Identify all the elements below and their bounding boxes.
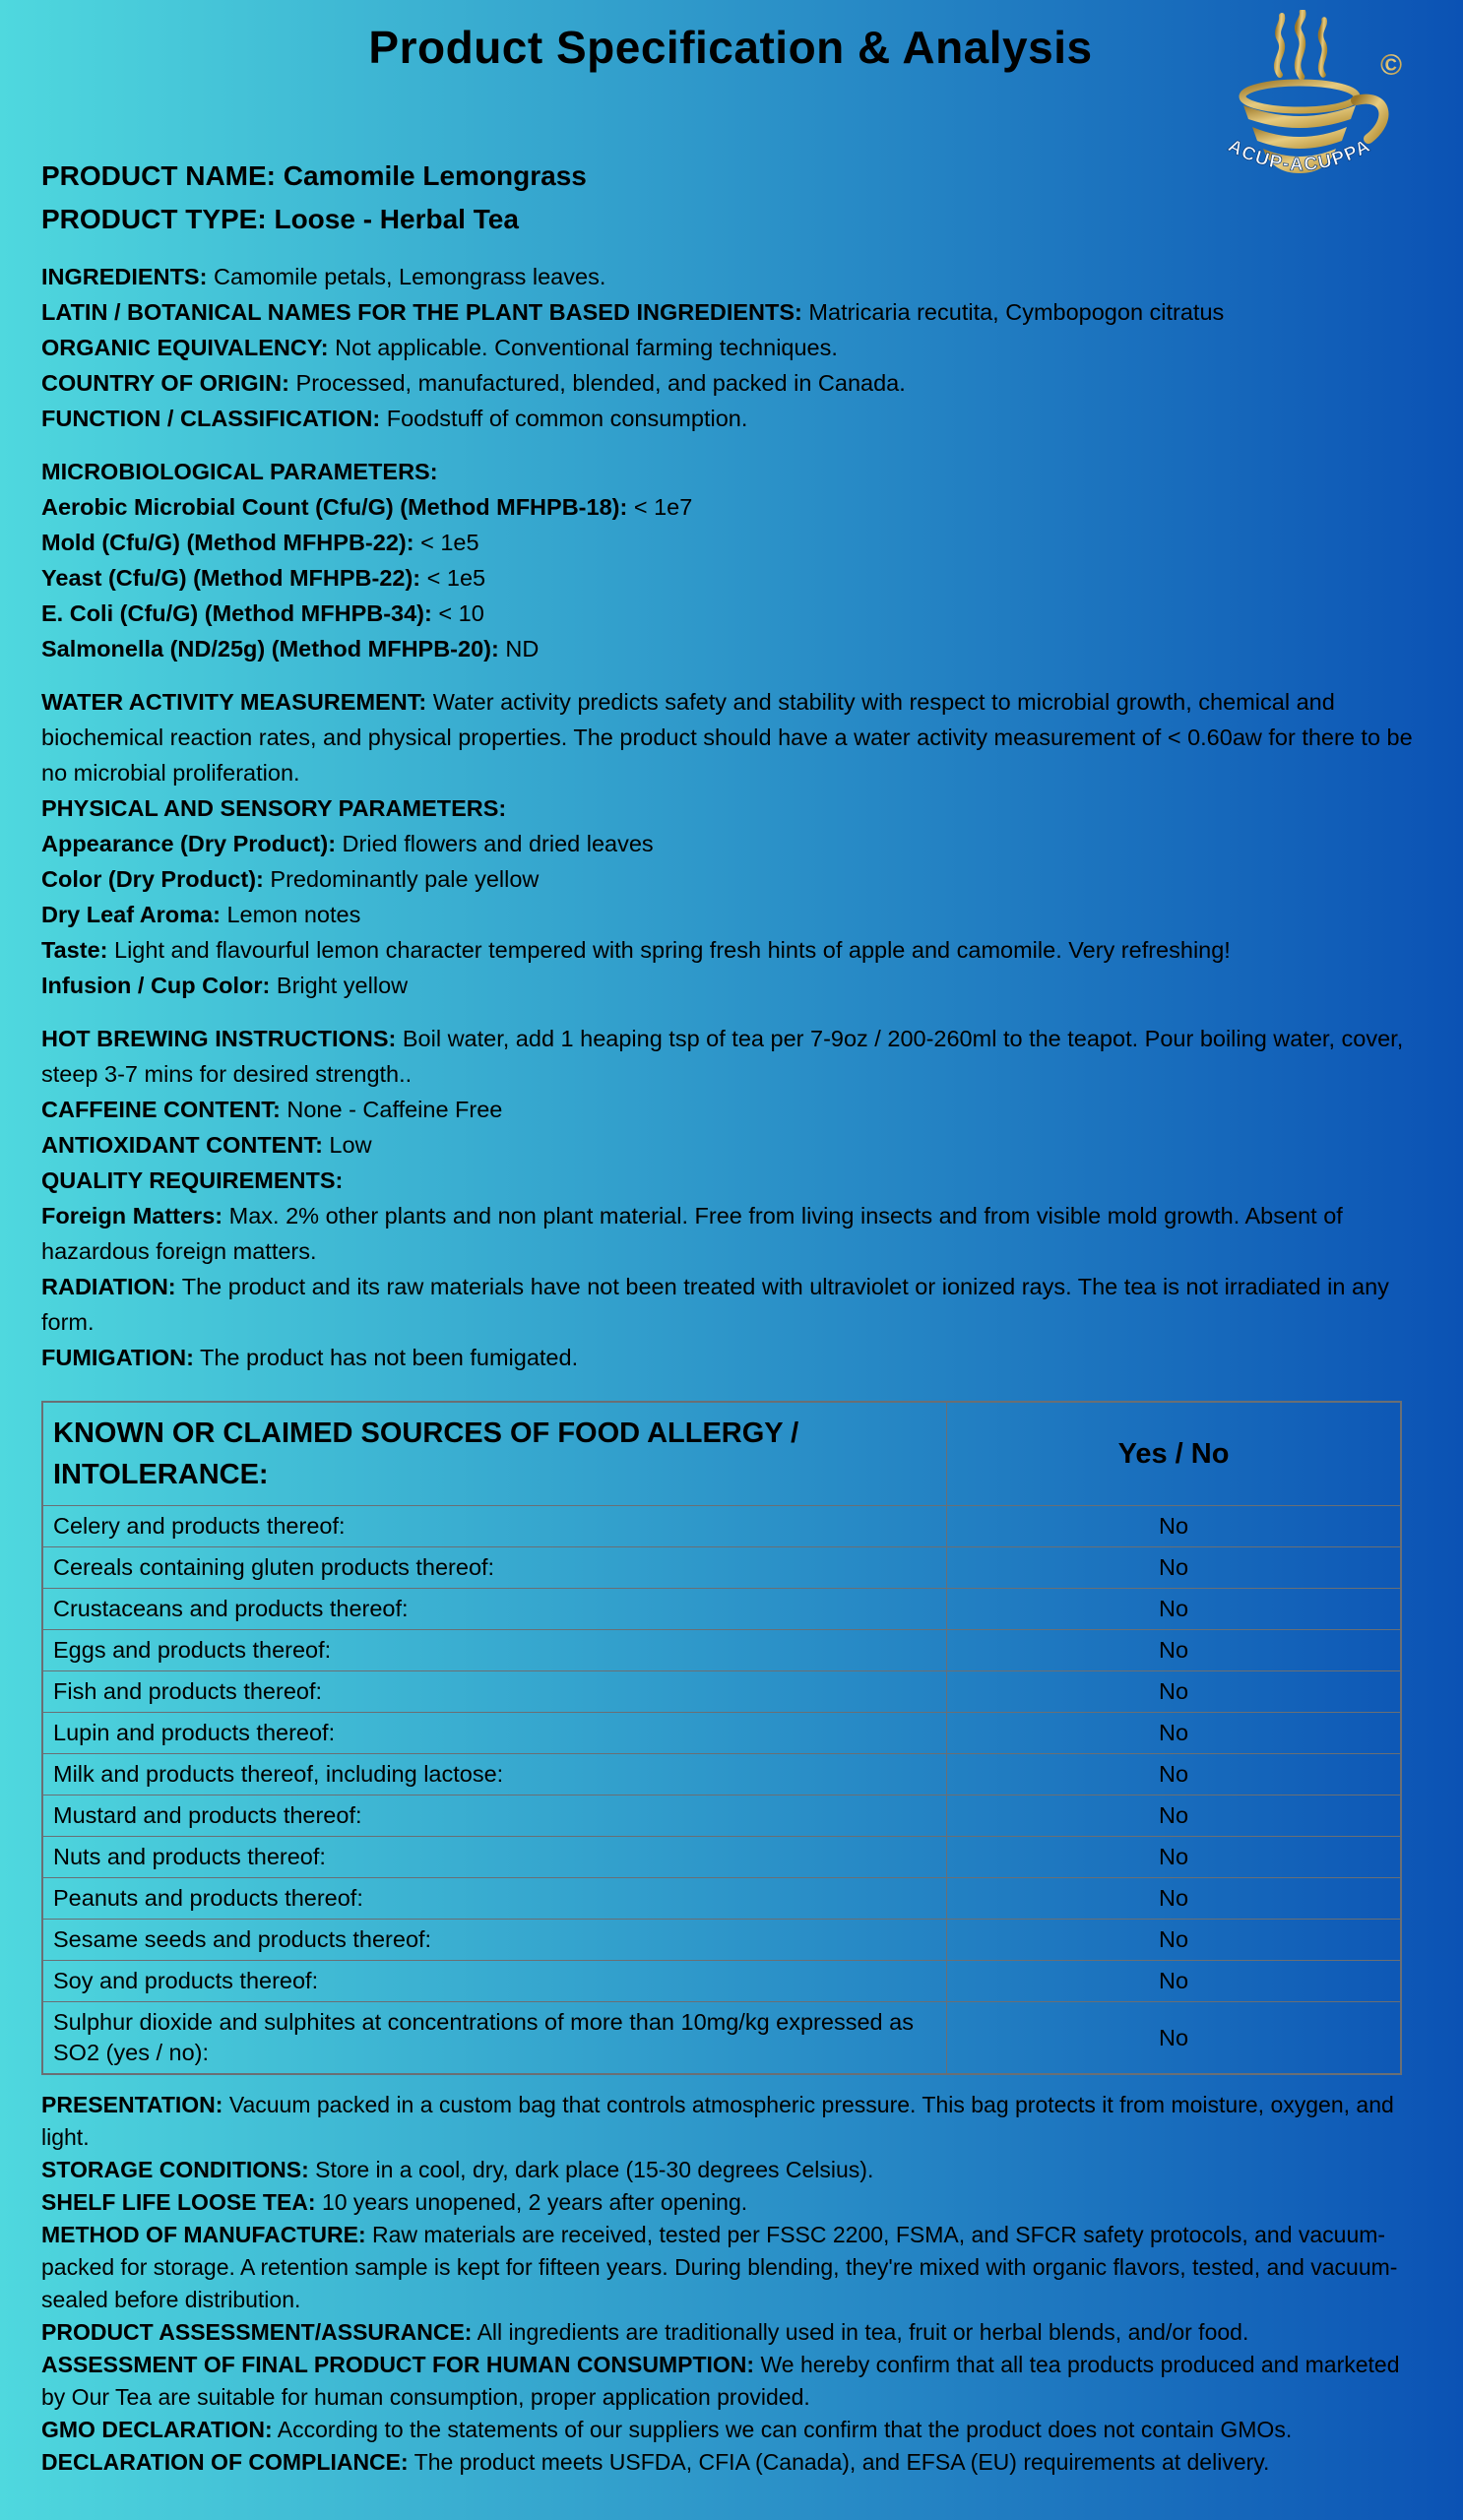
- allergen-label: Cereals containing gluten products thereof:: [42, 1547, 947, 1589]
- field-label: Appearance (Dry Product):: [41, 831, 337, 856]
- table-row: [42, 1547, 1401, 1589]
- spec-line: HOT BREWING INSTRUCTIONS: Boil water, add 1 heaping tsp of tea per 7-9oz / 200-260ml to the teapot. Pour boiling water, cover, steep 3-7 mins for desired strength..: [41, 1026, 1404, 1087]
- field-label: FUMIGATION:: [41, 1345, 194, 1370]
- table-row: [42, 1589, 1401, 1630]
- allergen-label: Soy and products thereof:: [42, 1961, 947, 2002]
- allergen-label: Nuts and products thereof:: [42, 1837, 947, 1878]
- spec-line: Taste: Light and flavourful lemon character tempered with spring fresh hints of apple and camomile. Very refreshing!: [41, 937, 1231, 963]
- field-label: PRESENTATION:: [41, 2092, 223, 2117]
- allergen-value: No: [947, 1754, 1402, 1796]
- table-row: [42, 1713, 1401, 1754]
- allergen-label: Mustard and products thereof:: [42, 1796, 947, 1837]
- spec-line: SHELF LIFE LOOSE TEA: 10 years unopened, 2 years after opening.: [41, 2189, 748, 2215]
- brand-logo-text: ACUP-ACUPPA: [1224, 135, 1375, 176]
- spec-line: ORGANIC EQUIVALENCY: Not applicable. Conventional farming techniques.: [41, 335, 838, 360]
- field-label: HOT BREWING INSTRUCTIONS:: [41, 1026, 397, 1051]
- field-label: ORGANIC EQUIVALENCY:: [41, 335, 329, 360]
- allergen-value: No: [947, 1630, 1402, 1671]
- field-label: Aerobic Microbial Count (Cfu/G) (Method MFHPB-18):: [41, 494, 628, 520]
- spec-line: [41, 1163, 1420, 1198]
- spec-line: Foreign Matters: Max. 2% other plants and non plant material. Free from living insects and from visible mold growth. Absent of hazardous foreign matters.: [41, 1203, 1343, 1264]
- allergen-value: No: [947, 1547, 1402, 1589]
- allergen-value: No: [947, 1589, 1402, 1630]
- table-row: [42, 1506, 1401, 1547]
- page-title: Product Specification & Analysis: [368, 22, 1093, 73]
- section-footer-declarations: [41, 2089, 1420, 2479]
- allergen-label: Lupin and products thereof:: [42, 1713, 947, 1754]
- table-row: [42, 1630, 1401, 1671]
- allergen-label: Sulphur dioxide and sulphites at concentrations of more than 10mg/kg expressed as SO2 (yes / no):: [42, 2002, 947, 2075]
- spec-line: FUNCTION / CLASSIFICATION: Foodstuff of common consumption.: [41, 406, 748, 431]
- spec-line: ANTIOXIDANT CONTENT: Low: [41, 1132, 372, 1158]
- section-brewing-quality: [41, 1021, 1420, 1375]
- spec-line: Dry Leaf Aroma: Lemon notes: [41, 902, 361, 927]
- section-microbiological: [41, 454, 1420, 666]
- section-physical-sensory: [41, 684, 1420, 1003]
- table-row: [42, 1878, 1401, 1920]
- allergen-label: Milk and products thereof, including lactose:: [42, 1754, 947, 1796]
- field-label: MICROBIOLOGICAL PARAMETERS:: [41, 459, 438, 484]
- product-type-line: [41, 198, 1420, 241]
- field-label: GMO DECLARATION:: [41, 2417, 273, 2442]
- field-label: Color (Dry Product):: [41, 866, 264, 892]
- spec-line: LATIN / BOTANICAL NAMES FOR THE PLANT BASED INGREDIENTS: Matricaria recutita, Cymbopogon citratus: [41, 299, 1225, 325]
- allergen-value: No: [947, 2002, 1402, 2075]
- spec-line: PRODUCT ASSESSMENT/ASSURANCE: All ingredients are traditionally used in tea, fruit or herbal blends, and/or food.: [41, 2319, 1249, 2345]
- spec-line: E. Coli (Cfu/G) (Method MFHPB-34): < 10: [41, 600, 484, 626]
- spec-line: STORAGE CONDITIONS: Store in a cool, dry, dark place (15-30 degrees Celsius).: [41, 2157, 874, 2182]
- spec-line: Mold (Cfu/G) (Method MFHPB-22): < 1e5: [41, 530, 479, 555]
- field-label: COUNTRY OF ORIGIN:: [41, 370, 289, 396]
- field-label: Dry Leaf Aroma:: [41, 902, 221, 927]
- field-label: DECLARATION OF COMPLIANCE:: [41, 2449, 409, 2475]
- spec-line: METHOD OF MANUFACTURE: Raw materials are received, tested per FSSC 2200, FSMA, and SFCR safety protocols, and vacuum-packed for storage. A retention sample is kept for fifteen years. During blending, they're mixed with organic flavors, tested, and vacuum-sealed before distribution.: [41, 2222, 1398, 2312]
- field-label: WATER ACTIVITY MEASUREMENT:: [41, 689, 427, 715]
- spec-line: Color (Dry Product): Predominantly pale yellow: [41, 866, 540, 892]
- field-label: PRODUCT ASSESSMENT/ASSURANCE:: [41, 2319, 473, 2345]
- spec-line: FUMIGATION: The product has not been fumigated.: [41, 1345, 579, 1370]
- field-label: ANTIOXIDANT CONTENT:: [41, 1132, 323, 1158]
- allergen-label: Fish and products thereof:: [42, 1671, 947, 1713]
- steam-icon: [1277, 12, 1325, 77]
- spec-line: Yeast (Cfu/G) (Method MFHPB-22): < 1e5: [41, 565, 486, 591]
- field-label: ASSESSMENT OF FINAL PRODUCT FOR HUMAN CONSUMPTION:: [41, 2352, 755, 2377]
- field-label: INGREDIENTS:: [41, 264, 208, 289]
- field-label: LATIN / BOTANICAL NAMES FOR THE PLANT BASED INGREDIENTS:: [41, 299, 802, 325]
- allergen-label: Sesame seeds and products thereof:: [42, 1920, 947, 1961]
- allergy-header-right: Yes / No: [947, 1402, 1402, 1506]
- allergen-label: Crustaceans and products thereof:: [42, 1589, 947, 1630]
- field-label: Salmonella (ND/25g) (Method MFHPB-20):: [41, 636, 499, 662]
- spec-line: [41, 790, 1420, 826]
- section-general: [41, 259, 1420, 436]
- allergen-value: No: [947, 1878, 1402, 1920]
- field-label: PHYSICAL AND SENSORY PARAMETERS:: [41, 795, 507, 821]
- product-type-value: Loose - Herbal Tea: [274, 204, 519, 234]
- allergy-table: [41, 1401, 1402, 2075]
- table-row: [42, 1961, 1401, 2002]
- field-label: E. Coli (Cfu/G) (Method MFHPB-34):: [41, 600, 432, 626]
- field-label: Taste:: [41, 937, 108, 963]
- field-label: FUNCTION / CLASSIFICATION:: [41, 406, 381, 431]
- field-label: Infusion / Cup Color:: [41, 973, 271, 998]
- allergy-header-row: [42, 1402, 1401, 1506]
- field-label: Foreign Matters:: [41, 1203, 223, 1228]
- allergen-label: Celery and products thereof:: [42, 1506, 947, 1547]
- field-label: QUALITY REQUIREMENTS:: [41, 1167, 344, 1193]
- allergen-value: No: [947, 1506, 1402, 1547]
- spec-line: Aerobic Microbial Count (Cfu/G) (Method MFHPB-18): < 1e7: [41, 494, 693, 520]
- allergen-value: No: [947, 1671, 1402, 1713]
- field-label: Yeast (Cfu/G) (Method MFHPB-22):: [41, 565, 421, 591]
- allergen-value: No: [947, 1837, 1402, 1878]
- allergen-value: No: [947, 1796, 1402, 1837]
- allergen-label: Peanuts and products thereof:: [42, 1878, 947, 1920]
- field-label: CAFFEINE CONTENT:: [41, 1097, 281, 1122]
- spec-line: DECLARATION OF COMPLIANCE: The product meets USFDA, CFIA (Canada), and EFSA (EU) requirements at delivery.: [41, 2449, 1270, 2475]
- spec-line: RADIATION: The product and its raw materials have not been treated with ultraviolet or ionized rays. The tea is not irradiated in any form.: [41, 1274, 1389, 1335]
- spec-line: ASSESSMENT OF FINAL PRODUCT FOR HUMAN CONSUMPTION: We hereby confirm that all tea products produced and marketed by Our Tea are suitable for human consumption, proper application provided.: [41, 2352, 1400, 2410]
- product-name-value: Camomile Lemongrass: [283, 160, 587, 191]
- spec-line: CAFFEINE CONTENT: None - Caffeine Free: [41, 1097, 503, 1122]
- spec-line: Salmonella (ND/25g) (Method MFHPB-20): ND: [41, 636, 540, 662]
- field-label: Mold (Cfu/G) (Method MFHPB-22):: [41, 530, 414, 555]
- spec-line: COUNTRY OF ORIGIN: Processed, manufactured, blended, and packed in Canada.: [41, 370, 906, 396]
- brand-logo: [1177, 10, 1426, 199]
- field-label: STORAGE CONDITIONS:: [41, 2157, 309, 2182]
- allergy-header-left: KNOWN OR CLAIMED SOURCES OF FOOD ALLERGY / INTOLERANCE:: [42, 1402, 947, 1506]
- spec-line: [41, 454, 1420, 489]
- spec-line: PRESENTATION: Vacuum packed in a custom bag that controls atmospheric pressure. This bag protects it from moisture, oxygen, and light.: [41, 2092, 1394, 2150]
- spec-line: INGREDIENTS: Camomile petals, Lemongrass leaves.: [41, 264, 606, 289]
- field-label: SHELF LIFE LOOSE TEA:: [41, 2189, 316, 2215]
- table-row: [42, 1671, 1401, 1713]
- table-row: [42, 1837, 1401, 1878]
- spec-line: GMO DECLARATION: According to the statements of our suppliers we can confirm that the product does not contain GMOs.: [41, 2417, 1293, 2442]
- field-label: RADIATION:: [41, 1274, 176, 1299]
- allergen-value: No: [947, 1920, 1402, 1961]
- allergen-label: Eggs and products thereof:: [42, 1630, 947, 1671]
- allergen-value: No: [947, 1961, 1402, 2002]
- product-name-label: PRODUCT NAME:: [41, 160, 276, 191]
- product-type-label: PRODUCT TYPE:: [41, 204, 267, 234]
- spec-line: WATER ACTIVITY MEASUREMENT: Water activity predicts safety and stability with respect to microbial growth, chemical and biochemical reaction rates, and physical properties. The product should have a water activity measurement of < 0.60aw for there to be no microbial proliferation.: [41, 689, 1413, 786]
- table-row: [42, 1754, 1401, 1796]
- table-row: [42, 2002, 1401, 2075]
- allergen-value: No: [947, 1713, 1402, 1754]
- table-row: [42, 1920, 1401, 1961]
- field-label: METHOD OF MANUFACTURE:: [41, 2222, 366, 2247]
- spec-line: Appearance (Dry Product): Dried flowers and dried leaves: [41, 831, 654, 856]
- spec-line: Infusion / Cup Color: Bright yellow: [41, 973, 409, 998]
- copyright-icon: ©: [1380, 49, 1403, 82]
- table-row: [42, 1796, 1401, 1837]
